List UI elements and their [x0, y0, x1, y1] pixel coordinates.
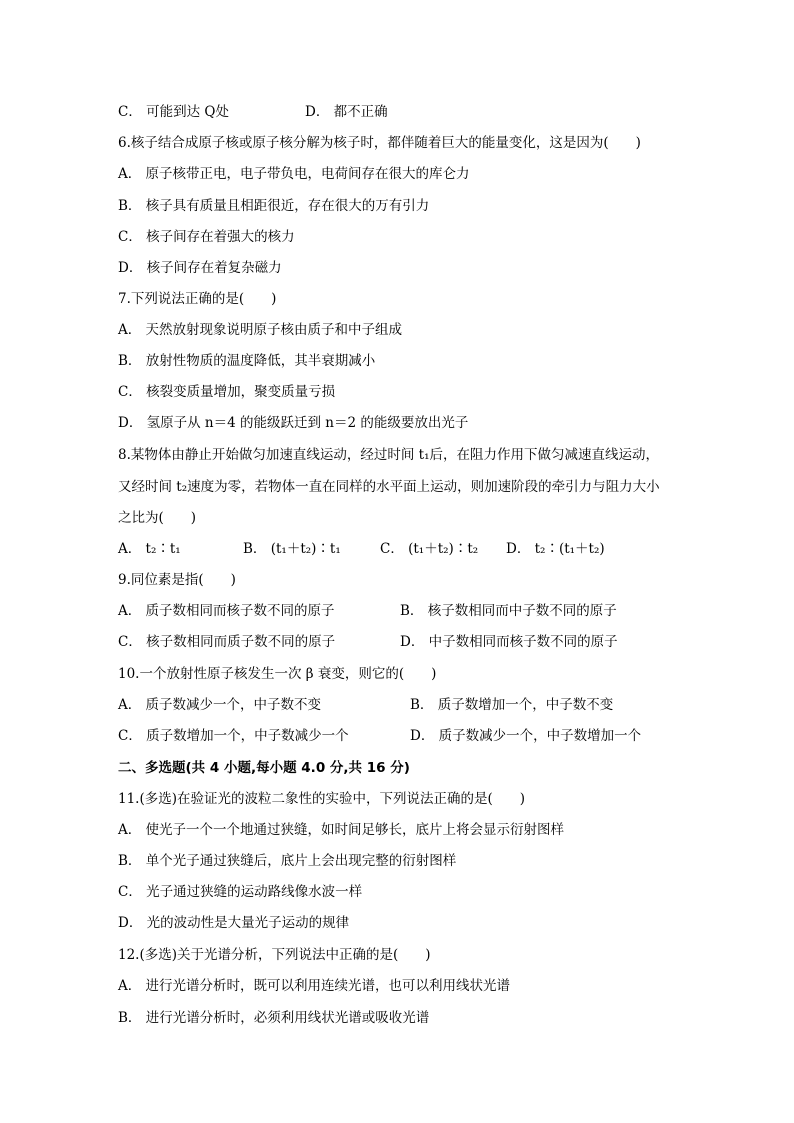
q10-stem: 10.一个放射性原子核发生一次 β 衰变，则它的( ) — [118, 666, 437, 682]
q8-stem-line2: 又经时间 t₂速度为零，若物体一直在同样的水平面上运动，则加速阶段的牵引力与阻力大小 — [118, 479, 660, 495]
q8-stem-line3: 之比为( ) — [118, 510, 197, 526]
q12-option-b: B． 进行光谱分析时，必须利用线状光谱或吸收光谱 — [118, 1010, 430, 1026]
q11-option-b: B． 单个光子通过狭缝后，底片上会出现完整的衍射图样 — [118, 853, 457, 869]
q6-option-c: C． 核子间存在着强大的核力 — [118, 229, 295, 245]
q11-option-c: C． 光子通过狭缝的运动路线像水波一样 — [118, 884, 363, 900]
q11-option-a: A． 使光子一个一个地通过狭缝，如时间足够长，底片上将会显示衍射图样 — [118, 822, 565, 838]
q11-stem: 11.(多选)在验证光的波粒二象性的实验中，下列说法正确的是( ) — [118, 791, 526, 807]
q8-stem-line1: 8.某物体由静止开始做匀加速直线运动，经过时间 t₁后，在阻力作用下做匀减速直线运动， — [118, 447, 660, 463]
q9-option-a: A． 质子数相同而核子数不同的原子 — [118, 603, 335, 619]
q6-option-d: D． 核子间存在着复杂磁力 — [118, 260, 282, 276]
section-heading-multiple-choice: 二、多选题(共 4 小题,每小题 4.0 分,共 16 分) — [118, 760, 410, 776]
q12-stem: 12.(多选)关于光谱分析，下列说法中正确的是( ) — [118, 947, 431, 963]
q7-option-c: C． 核裂变质量增加，聚变质量亏损 — [118, 384, 336, 400]
q12-option-a: A． 进行光谱分析时，既可以利用连续光谱，也可以利用线状光谱 — [118, 978, 511, 994]
q10-option-a: A． 质子数减少一个，中子数不变 — [118, 697, 322, 713]
q8-option-b: B． (t₁＋t₂)∶t₁ — [243, 541, 341, 557]
q6-option-b: B． 核子具有质量且相距很近，存在很大的万有引力 — [118, 198, 430, 214]
q9-stem: 9.同位素是指( ) — [118, 572, 236, 588]
q8-option-a: A． t₂∶t₁ — [118, 541, 181, 557]
q5-option-c: C． 可能到达 Q处 — [118, 104, 229, 120]
q9-option-d: D． 中子数相同而核子数不同的原子 — [400, 634, 618, 650]
q10-option-c: C． 质子数增加一个，中子数减少一个 — [118, 728, 349, 744]
q7-option-d: D． 氢原子从 n＝4 的能级跃迁到 n＝2 的能级要放出光子 — [118, 415, 469, 431]
q6-option-a: A． 原子核带正电，电子带负电，电荷间存在很大的库仑力 — [118, 166, 470, 182]
q9-option-c: C． 核子数相同而质子数不同的原子 — [118, 634, 336, 650]
q8-option-d: D． t₂∶(t₁＋t₂) — [506, 541, 605, 557]
q7-stem: 7.下列说法正确的是( ) — [118, 291, 277, 307]
q7-option-a: A． 天然放射现象说明原子核由质子和中子组成 — [118, 322, 403, 338]
q8-option-c: C． (t₁＋t₂)∶t₂ — [380, 541, 479, 557]
q10-option-b: B． 质子数增加一个，中子数不变 — [410, 697, 614, 713]
q9-option-b: B． 核子数相同而中子数不同的原子 — [400, 603, 617, 619]
q6-stem: 6.核子结合成原子核或原子核分解为核子时，都伴随着巨大的能量变化，这是因为( ) — [118, 135, 641, 151]
q11-option-d: D． 光的波动性是大量光子运动的规律 — [118, 915, 350, 931]
q10-option-d: D． 质子数减少一个，中子数增加一个 — [410, 728, 642, 744]
q7-option-b: B． 放射性物质的温度降低，其半衰期减小 — [118, 353, 376, 369]
q5-option-d: D． 都不正确 — [305, 104, 388, 120]
